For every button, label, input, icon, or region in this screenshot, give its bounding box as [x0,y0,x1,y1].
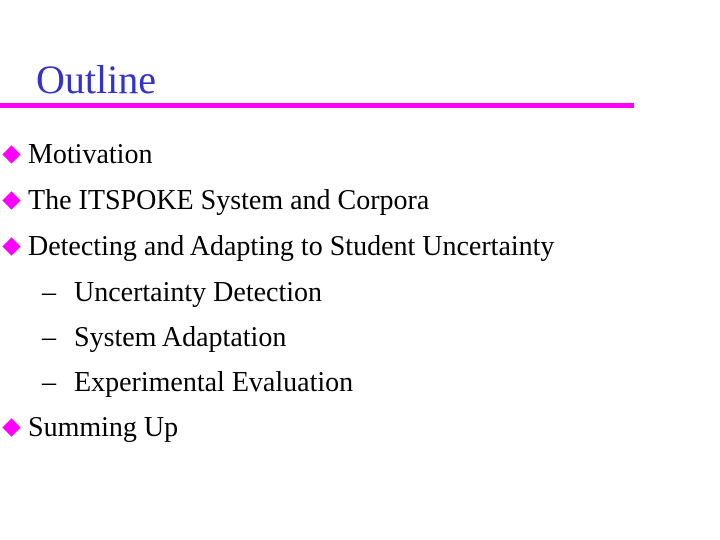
slide-title: Outline [36,57,156,102]
dash-marker: – [42,277,56,308]
outline-subitem-system-adaptation [0,315,720,360]
outline-item-detecting-adapting [0,224,720,270]
diamond-bullet-icon [2,145,20,163]
dash-marker: – [42,367,56,398]
outline-list [0,132,720,451]
outline-item-text: Detecting and Adapting to Student Uncertainty [28,231,555,262]
outline-subitem-text: System Adaptation [74,322,287,353]
outline-item-itspoke-system [0,178,720,224]
outline-subitem-text: Uncertainty Detection [74,277,323,308]
outline-subitem-uncertainty-detection [0,270,720,315]
outline-item-summing-up [0,405,720,451]
diamond-bullet-icon [2,191,20,209]
diamond-bullet-icon [2,237,20,255]
outline-subitem-text: Experimental Evaluation [74,367,354,398]
outline-item-text: The ITSPOKE System and Corpora [28,185,430,216]
outline-item-text: Motivation [28,139,153,170]
title-divider [0,103,634,108]
outline-item-text: Summing Up [28,412,179,443]
dash-marker: – [42,322,56,353]
outline-subitem-experimental-evaluation [0,360,720,405]
diamond-bullet-icon [2,418,20,436]
outline-item-motivation [0,132,720,178]
